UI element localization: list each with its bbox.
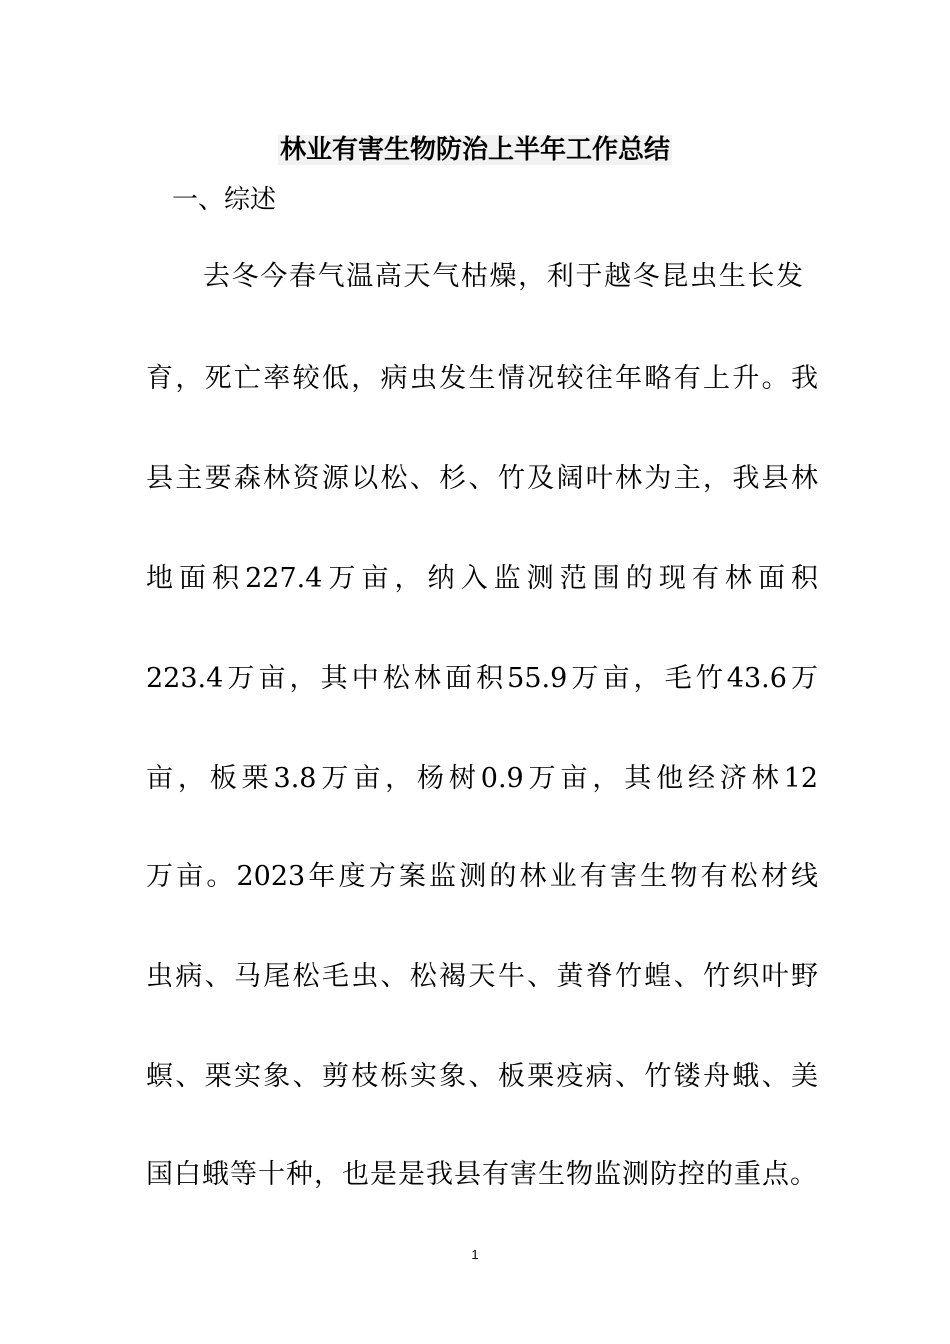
- paragraph-line: 去冬今春气温高天气枯燥，利于越冬昆虫生长发: [203, 261, 803, 292]
- paragraph-line: 育，死亡率较低，病虫发生情况较往年略有上升。我: [146, 363, 818, 394]
- paragraph-line: 县主要森林资源以松、杉、竹及阔叶林为主，我县林: [146, 463, 818, 494]
- paragraph-line: 223.4万亩，其中松林面积55.9万亩，毛竹43.6万: [146, 663, 818, 694]
- paragraph-line: 虫病、马尾松毛虫、松褐天牛、黄脊竹蝗、竹织叶野: [146, 961, 818, 992]
- paragraph-line: 地面积227.4万亩，纳入监测范围的现有林面积: [146, 563, 818, 594]
- paragraph-line: 螟、栗实象、剪枝栎实象、板栗疫病、竹镂舟蛾、美: [146, 1061, 818, 1092]
- paragraph-line: 亩，板栗3.8万亩，杨树0.9万亩，其他经济林12: [146, 763, 818, 794]
- paragraph-line: 万亩。2023年度方案监测的林业有害生物有松材线: [146, 861, 818, 892]
- paragraph-line: 国白蛾等十种，也是是我县有害生物监测防控的重点。: [146, 1159, 818, 1190]
- document-title: 林业有害生物防治上半年工作总结: [279, 135, 670, 165]
- page-number: 1: [471, 1247, 479, 1262]
- section-heading: 一、综述: [172, 185, 277, 215]
